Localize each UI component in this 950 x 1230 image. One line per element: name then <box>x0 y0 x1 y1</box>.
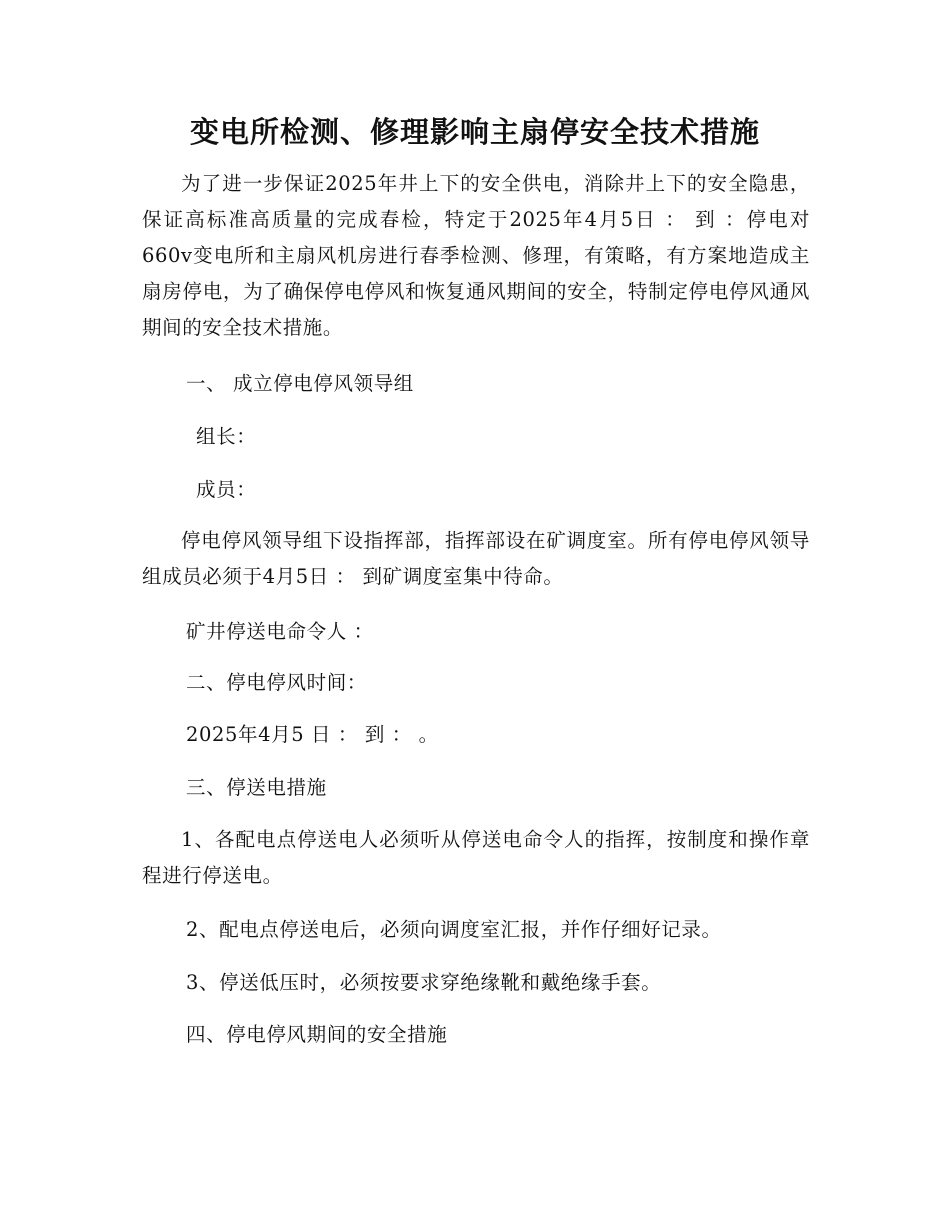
leader-label: 组长： <box>196 425 257 448</box>
section-2-heading: 二、停电停风时间： <box>186 671 367 694</box>
document-title: 变电所检测、修理影响主扇停安全技术措施 <box>189 115 760 149</box>
commander-line: 矿井停送电命令人 ： <box>186 620 374 643</box>
section-1-heading: 一、 成立停电停风领导组 <box>186 372 414 395</box>
section-4-heading: 四、停电停风期间的安全措施 <box>186 1023 448 1046</box>
command-paragraph: 停电停风领导组下设指挥部，指挥部设在矿调度室。所有停电停风领导组成员必须于4月5日 ： 到矿调度室集中待命。 <box>142 529 810 588</box>
intro-paragraph: 为了进一步保证2025年井上下的安全供电，消除井上下的安全隐患，保证高标准高质量的完成春检，特定于2025年4月5日 ： 到 ：停电对660v变电所和主扇风机房进行春季检测、修理，有策略，有方案地造成主扇房停电，为了确保停电停风和恢复通风期间的安全，特制定停电停风通风期间的安全技术措施。 <box>142 172 810 339</box>
members-label: 成员： <box>196 478 257 501</box>
time-line: 2025年4月5 日 ： 到 ： 。 <box>186 723 439 746</box>
section-3-heading: 三、停送电措施 <box>186 776 327 799</box>
item-3: 3、停送低压时，必须按要求穿绝缘靴和戴绝缘手套。 <box>186 971 662 994</box>
item-2: 2、配电点停送电后，必须向调度室汇报，并作仔细好记录。 <box>186 918 722 941</box>
item-1: 1、各配电点停送电人必须听从停送电命令人的指挥，按制度和操作章程进行停送电。 <box>142 828 810 887</box>
